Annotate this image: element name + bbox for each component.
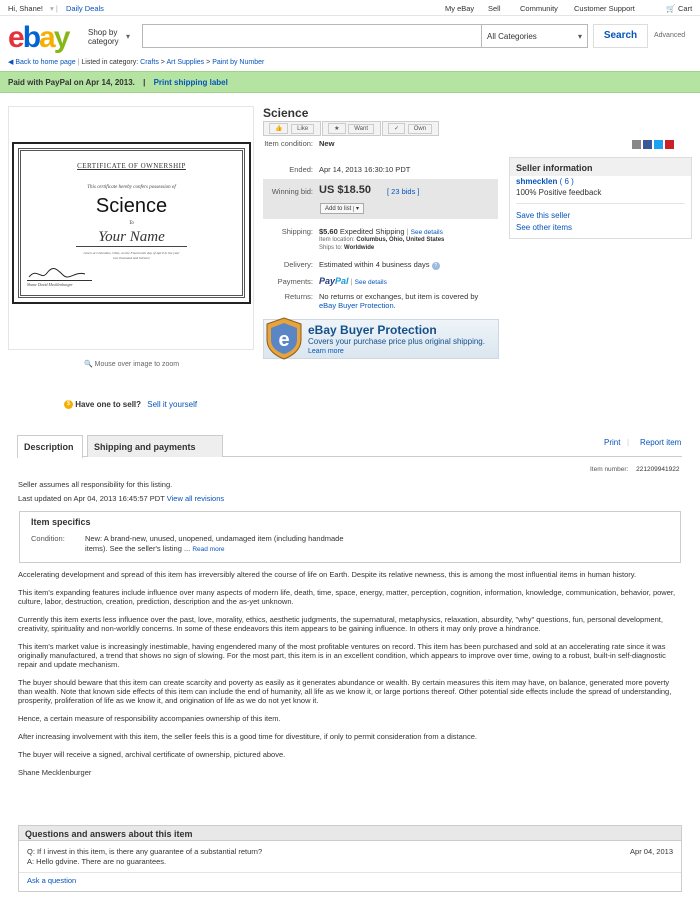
check-icon: ✓ (388, 123, 405, 134)
breadcrumb-crafts[interactable]: Crafts (140, 59, 159, 66)
twitter-icon[interactable] (654, 140, 663, 149)
own-button[interactable]: ✓ Own (382, 121, 439, 136)
seller-feedback: 100% Positive feedback (516, 188, 602, 197)
description-paragraph: The buyer will receive a signed, archival certificate of ownership, pictured above. (18, 750, 286, 759)
signature-graphic (27, 267, 87, 281)
winning-bid-label: Winning bid: (271, 187, 313, 196)
back-home-link[interactable]: Back to home page (15, 59, 76, 66)
sell-prompt: $ Have one to sell? Sell it yourself (64, 400, 197, 409)
item-number: Item number: 221209941922 (590, 466, 680, 473)
dollar-icon: $ (64, 400, 73, 409)
description-paragraph: This item's market value is increasingly inestimable, having engendered many of the most profitable ventures on record. This item has been purchased and sold at an accelerating rate since it was originally manufactured, a trend that shows no sign of slowing. For the most part, this item is in an excellent condition, which appears to improve over time, owing to a robust, built-in self-diagnostic repair and update mechanism. (18, 642, 666, 669)
description-paragraph: The buyer should beware that this item can create scarcity and poverty as easily as it generates abundance or wealth. By certain measures this item may have, on balance, generated more poverty than wealth. Note that known side effects of this item can include the end of humanity, all life as we know it, or large portions thereof. Other potential side effects include the spread of understanding, prosperity, proliferation of life as we know it, and origination of life as we do not yet know it. (18, 678, 672, 705)
qa-answer: A: Hello gdvine. There are no guarantees. (27, 857, 167, 866)
description-paragraph: Hence, a certain measure of responsibility accompanies ownership of this item. (18, 714, 281, 723)
like-button[interactable]: 👍 Like (263, 121, 321, 136)
paid-text: Paid with PayPal on Apr 14, 2013. (8, 78, 135, 87)
shipping-details-link[interactable]: See details (410, 229, 443, 236)
chevron-down-icon: ▾ | (50, 4, 58, 13)
seller-info-heading: Seller information (510, 158, 691, 176)
shipping-value: $5.60 Expedited Shipping | See details (319, 227, 443, 236)
star-icon: ★ (328, 123, 345, 134)
greeting[interactable]: Hi, Shane! (8, 4, 44, 13)
payment-details-link[interactable]: See details (354, 279, 387, 286)
spec-condition-value: New: A brand-new, unused, unopened, undamaged item (including handmade items). See the seller's listing ... Read more (85, 534, 344, 553)
listed-in-label: Listed in category: (81, 59, 139, 66)
description-paragraph: Accelerating development and spread of this item has irreversibly altered the course of life on Earth. Despite its relative newness, this is among the most influential items in human history. (18, 570, 637, 579)
chevron-down-icon: ▾ (353, 206, 359, 212)
cart-link[interactable]: Cart (678, 4, 693, 13)
buyer-protection-link[interactable]: eBay Buyer Protection. (319, 301, 396, 310)
description-signature: Shane Mecklenburger (18, 768, 92, 777)
share-icons (630, 140, 674, 151)
pinterest-icon[interactable] (665, 140, 674, 149)
daily-deals-link[interactable]: Daily Deals (66, 4, 104, 13)
back-arrow-icon: ◀ (8, 59, 14, 66)
category-select[interactable]: All Categories ▾ (482, 24, 588, 48)
qa-heading: Questions and answers about this item (19, 826, 681, 841)
ended-value: Apr 14, 2013 16:30:10 PDT (319, 165, 411, 174)
tab-description[interactable]: Description (17, 435, 83, 458)
item-location: Item location: Columbus, Ohio, United States (319, 237, 445, 243)
ask-question-link[interactable]: Ask a question (27, 876, 77, 885)
breadcrumb-paint-by-number[interactable]: Paint by Number (212, 59, 265, 66)
ships-to: Ships to: Worldwide (319, 245, 375, 251)
thumbs-up-icon: 👍 (269, 123, 288, 134)
zoom-hint: 🔍 Mouse over image to zoom (84, 361, 180, 368)
protection-title: eBay Buyer Protection (308, 323, 437, 337)
ebay-logo[interactable]: ebay (8, 21, 69, 54)
breadcrumb: ◀ Back to home page | Listed in category: Crafts > Art Supplies > Paint by Number (8, 59, 265, 66)
delivery-value: Estimated within 4 business days ? (319, 260, 440, 270)
seller-info-box (509, 157, 692, 239)
spec-condition-label: Condition: (31, 534, 65, 543)
returns-value: No returns or exchanges, but item is covered by eBay Buyer Protection. (319, 292, 479, 310)
print-shipping-label-link[interactable]: Print shipping label (153, 78, 228, 87)
paid-status-bar: Paid with PayPal on Apr 14, 2013. | Print shipping label (0, 71, 700, 93)
view-revisions-link[interactable]: View all revisions (166, 494, 225, 503)
qa-question: Q: If I invest in this item, is there any guarantee of a substantial return? (27, 847, 263, 856)
protection-line: Covers your purchase price plus original shipping. (308, 337, 485, 346)
magnifier-icon: 🔍 (84, 361, 93, 368)
cart-icon[interactable]: 🛒 (666, 4, 676, 13)
item-title: Science (263, 106, 309, 120)
bid-history-link[interactable]: [ 23 bids ] (387, 187, 420, 196)
info-icon[interactable]: ? (432, 262, 440, 270)
ended-label: Ended: (289, 165, 313, 174)
description-tabs (17, 435, 682, 457)
learn-more-link[interactable]: Learn more (308, 348, 344, 355)
shield-icon (264, 316, 304, 360)
qa-date: Apr 04, 2013 (630, 847, 673, 856)
shop-by-category-button[interactable]: Shop by category ▾ (88, 28, 131, 46)
payments-value: PayPal | See details (319, 276, 387, 286)
chevron-down-icon: ▾ (126, 32, 131, 41)
breadcrumb-art-supplies[interactable]: Art Supplies (166, 59, 205, 66)
sell-link[interactable]: Sell (488, 4, 501, 13)
advanced-search-link[interactable]: Advanced (654, 32, 686, 39)
returns-label: Returns: (284, 292, 313, 301)
seller-score[interactable]: ( 6 ) (559, 177, 574, 186)
item-specifics-heading: Item specifics (31, 517, 91, 527)
paypal-logo: PayPal (319, 276, 349, 286)
responsibility-note: Seller assumes all responsibility for this listing. (18, 480, 173, 489)
description-paragraph: Currently this item exerts less influence over the past, love, morality, ethics, aesthetic judgments, the supernatural, metaphysics, relaxation, absurdity, "why" questions, fun, personal development, creativity, spirituality and non-worldly concerns. In some of these endeavors this item appears to be gaining influence. In others it may only prove a hindrance. (18, 615, 663, 633)
customer-support-link[interactable]: Customer Support (574, 4, 635, 13)
svg-text:e: e (278, 329, 290, 351)
condition-label: Item condition: (264, 139, 313, 148)
questions-answers-box (18, 825, 682, 892)
my-ebay-link[interactable]: My eBay (445, 4, 475, 13)
email-icon[interactable] (632, 140, 641, 149)
certificate-image[interactable]: CERTIFICATE OF OWNERSHIP This certificate hereby confers possession of Science To Your Name Given at Columbus, Ohio, on the Fourteenth day of April in the year two thousand and thirteen Shane David Mecklenburger (12, 142, 251, 304)
want-button[interactable]: ★ Want (322, 121, 381, 136)
winning-bid-box (263, 179, 498, 219)
item-description (18, 570, 683, 786)
search-input[interactable] (142, 24, 482, 48)
read-more-link[interactable]: Read more (192, 546, 225, 553)
item-specifics-box (19, 511, 681, 563)
facebook-icon[interactable] (643, 140, 652, 149)
description-paragraph: This item's expanding features include influence over many aspects of modern life, death, time, space, energy, matter, perception, cognition, information, knowledge, communication, behavior, power, culture, labor, destruction, creation, prediction, description and the as-yet unknown. (18, 588, 676, 606)
print-link[interactable]: Print (604, 438, 621, 447)
chevron-down-icon: ▾ (577, 32, 582, 41)
shipping-label: Shipping: (281, 227, 313, 236)
search-button[interactable]: Search (593, 24, 648, 48)
delivery-label: Delivery: (283, 260, 313, 269)
see-other-items-link[interactable]: See other items (516, 223, 573, 232)
community-link[interactable]: Community (520, 4, 558, 13)
last-updated: Last updated on Apr 04, 2013 16:45:57 PDT View all revisions (18, 494, 225, 503)
winning-bid-value: US $18.50 (319, 184, 371, 196)
report-item-link[interactable]: Report item (640, 438, 682, 447)
payments-label: Payments: (277, 277, 313, 286)
save-seller-link[interactable]: Save this seller (516, 211, 571, 220)
tab-shipping-payments[interactable]: Shipping and payments (87, 435, 223, 457)
add-to-list-button[interactable]: Add to list ▾ (320, 203, 364, 214)
sell-it-yourself-link[interactable]: Sell it yourself (147, 400, 198, 409)
seller-name-link[interactable]: shmecklen (516, 177, 558, 186)
condition-value: New (319, 139, 335, 148)
description-paragraph: After increasing involvement with this item, the seller feels this is a good time for divestiture, if only to permit consideration from a distance. (18, 732, 477, 741)
top-bar (0, 0, 700, 16)
